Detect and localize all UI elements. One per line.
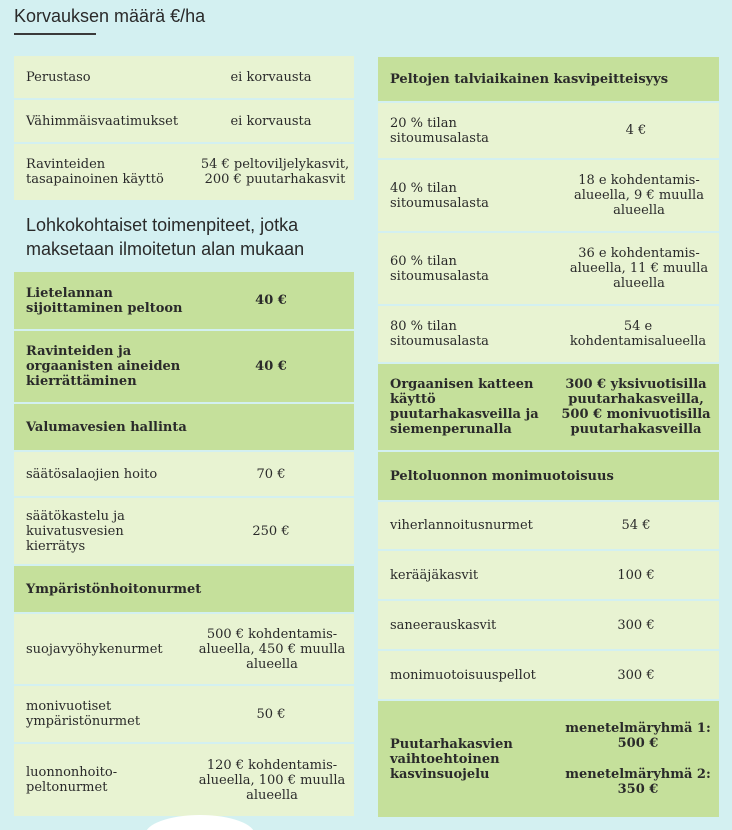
row-value: ei korvausta — [230, 69, 312, 85]
row-value: 40 € — [255, 293, 287, 308]
row-value: 18 e kohdentamis-alueella, 9 € muulla alueella — [574, 173, 704, 218]
row-label: Puutarhakasvien vaihtoehtoinen kasvinsuojelu — [390, 736, 513, 782]
table-row — [14, 56, 354, 98]
row-label: Ravinteiden tasapainoinen käyttö — [26, 157, 164, 187]
row-label: säätösalaojien hoito — [26, 466, 158, 482]
row-value: ei korvausta — [230, 113, 312, 129]
row-value: 300 € — [617, 667, 655, 683]
method-group-1-value: menetelmäryhmä 1: 500 € — [565, 721, 711, 751]
table-row — [378, 57, 719, 101]
section-subheading: Lohkokohtaiset toimenpiteet, jotka maksetaan ilmoitetun alan mukaan — [26, 215, 305, 259]
row-value: 250 € — [252, 523, 290, 539]
table-row — [378, 502, 719, 549]
row-value: 300 € — [617, 617, 655, 633]
table-row — [14, 404, 354, 450]
table-row — [14, 144, 354, 200]
row-value: 300 € yksivuotisilla puutarhakasveilla, 500 € monivuotisilla puutarhakasveilla — [561, 377, 711, 437]
row-label: 80 % tilan sitoumusalasta — [390, 319, 489, 349]
row-label: 60 % tilan sitoumusalasta — [390, 253, 489, 284]
table-row — [378, 160, 719, 231]
row-label: monimuotoisuuspellot — [390, 667, 536, 683]
table-row — [14, 272, 354, 329]
table-row — [378, 651, 719, 699]
row-label: luonnonhoito-peltonurmet — [26, 765, 118, 795]
row-label: Valumavesien hallinta — [26, 419, 187, 435]
row-value: 500 € kohdentamis-alueella, 450 € muulla alueella — [198, 626, 346, 672]
row-label: viherlannoitusnurmet — [390, 518, 533, 533]
row-label: 40 % tilan sitoumusalasta — [390, 180, 489, 211]
row-value: 50 € — [256, 706, 286, 722]
row-label: Lietelannan sijoittaminen peltoon — [26, 285, 183, 316]
row-value: 36 e kohdentamis-alueella, 11 € muulla alueella — [569, 246, 709, 291]
title-underline — [14, 33, 96, 35]
row-value: 70 € — [256, 466, 286, 482]
row-label: monivuotiset ympäristönurmet — [26, 699, 141, 729]
table-row — [378, 306, 719, 362]
table-row — [378, 233, 719, 304]
row-value — [560, 701, 716, 817]
table-row — [14, 566, 354, 612]
table-row — [378, 701, 719, 817]
row-label: saneerauskasvit — [390, 617, 497, 633]
table-row — [378, 103, 719, 158]
table-row — [378, 551, 719, 599]
table-row — [14, 452, 354, 496]
decorative-arc — [145, 815, 255, 830]
row-value: 120 € kohdentamis-alueella, 100 € muulla alueella — [198, 757, 346, 803]
row-value: 4 € — [625, 123, 647, 138]
row-label: Perustaso — [26, 69, 91, 85]
row-value: 54 € peltoviljelykasvit, 200 € puutarhakasvit — [200, 157, 350, 187]
table-row — [378, 364, 719, 450]
row-value: 54 € — [621, 518, 651, 533]
row-label: kerääjäkasvit — [390, 567, 479, 583]
page-title: Korvauksen määrä €/ha — [14, 6, 206, 26]
row-label: Ympäristönhoitonurmet — [26, 581, 202, 597]
table-row — [14, 498, 354, 564]
row-label: Ravinteiden ja orgaanisten aineiden kierrättäminen — [26, 344, 181, 389]
row-label: Peltojen talviaikainen kasvipeitteisyys — [390, 71, 669, 87]
table-row — [378, 601, 719, 649]
table-row — [378, 452, 719, 500]
table-row — [14, 100, 354, 142]
row-value: 54 e kohdentamisalueella — [569, 319, 707, 349]
row-label: 20 % tilan sitoumusalasta — [390, 115, 489, 146]
row-label: Orgaanisen katteen käyttö puutarhakasveilla ja siemenperunalla — [390, 377, 539, 437]
row-label: säätökastelu ja kuivatusvesien kierrätys — [26, 508, 125, 554]
table-row — [14, 331, 354, 402]
method-group-2-value: menetelmäryhmä 2: 350 € — [565, 767, 711, 797]
row-label: suojavyöhykenurmet — [26, 641, 163, 657]
table-row — [14, 744, 354, 816]
table-row — [14, 686, 354, 742]
table-row — [14, 614, 354, 684]
row-value: 100 € — [617, 567, 655, 583]
row-label: Vähimmäisvaatimukset — [26, 113, 179, 129]
row-label: Peltoluonnon monimuotoisuus — [390, 468, 614, 484]
row-value: 40 € — [255, 359, 287, 374]
